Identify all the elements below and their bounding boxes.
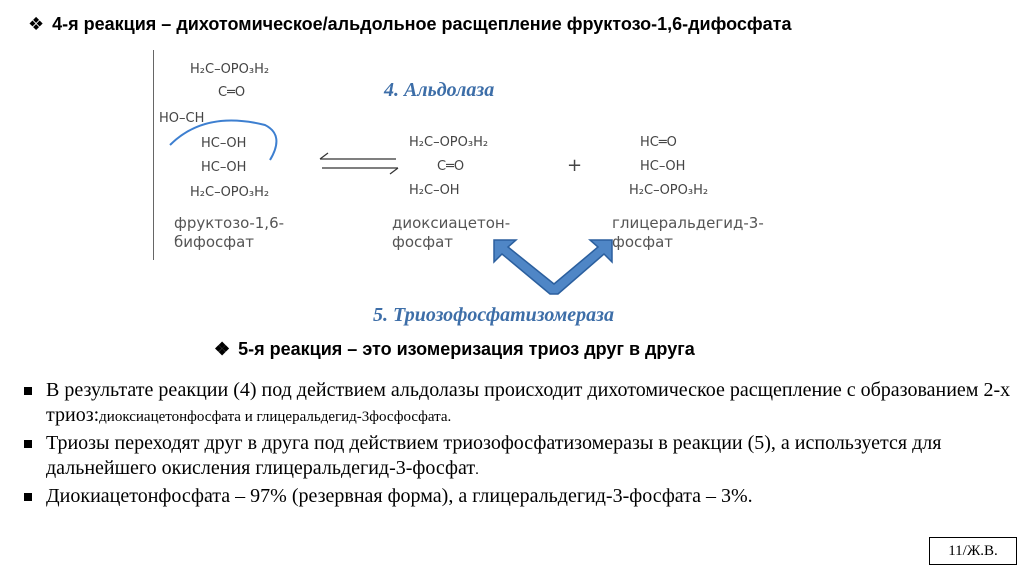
dhap-row-1: H₂C–OPO₃H₂ bbox=[409, 135, 489, 150]
bullet-text: Диокиацетонфосфата – 97% (резервная форма), а глицеральдегид-3-фосфата – 3%. bbox=[46, 485, 753, 507]
bullet-list bbox=[22, 378, 1012, 510]
bullet-text: Триозы переходят друг в друга под действием триозофосфатизомеразы в реакции (5), а используется для дальнейшего окисления глицеральдегид-3-фосфат bbox=[46, 432, 942, 479]
bullet-small-text: . bbox=[475, 462, 479, 478]
equilibrium-arrow-icon bbox=[318, 150, 400, 176]
fructose-row-4: HC–OH bbox=[201, 136, 247, 151]
dhap-name-1: диоксиацетон- bbox=[392, 214, 511, 232]
plus-sign: + bbox=[567, 155, 583, 176]
fructose-row-3: HO–CH bbox=[159, 111, 205, 126]
dhap-row-3: H₂C–OH bbox=[409, 183, 460, 198]
enzyme-isomerase-label: 5. Триозофосфатизомераза bbox=[373, 304, 614, 326]
enzyme-aldolase-label: 4. Альдолаза bbox=[384, 79, 495, 101]
fructose-name-1: фруктозо-1,6- bbox=[174, 214, 285, 232]
fructose-name-2: бифосфат bbox=[174, 233, 255, 251]
scheme-divider bbox=[153, 50, 154, 260]
gap-name-2: фосфат bbox=[612, 233, 674, 251]
gap-row-1: HC═O bbox=[640, 135, 677, 150]
gap-row-3: H₂C–OPO₃H₂ bbox=[629, 183, 709, 198]
slide-title bbox=[28, 14, 792, 35]
four-diamond-bullet-icon: ❖ bbox=[28, 14, 45, 34]
list-item bbox=[22, 431, 1012, 483]
dhap-name-2: фосфат bbox=[392, 233, 454, 251]
fructose-row-1: H₂C–OPO₃H₂ bbox=[190, 62, 270, 77]
page-number-box: 11/Ж.В. bbox=[929, 537, 1017, 565]
fructose-row-5: HC–OH bbox=[201, 160, 247, 175]
square-bullet-icon bbox=[24, 387, 32, 395]
cleavage-arc-icon bbox=[165, 115, 285, 165]
bullet-text: В результате реакции (4) под действием альдолазы происходит дихотомическое расщепление с образованием 2-х триоз: bbox=[46, 379, 1011, 426]
fructose-row-6: H₂C–OPO₃H₂ bbox=[190, 185, 270, 200]
reaction-5-heading bbox=[214, 339, 695, 360]
dhap-row-2: C═O bbox=[437, 159, 465, 174]
list-item bbox=[22, 378, 1012, 430]
slide-title-text: 4-я реакция – дихотомическое/альдольное расщепление фруктозо-1,6-дифосфата bbox=[52, 14, 792, 34]
reaction-5-text: 5-я реакция – это изомеризация триоз друг в друга bbox=[238, 339, 695, 359]
square-bullet-icon bbox=[24, 493, 32, 501]
gap-name-1: глицеральдегид-3- bbox=[612, 214, 764, 232]
gap-row-2: HC–OH bbox=[640, 159, 686, 174]
four-diamond-bullet-icon: ❖ bbox=[214, 339, 231, 359]
square-bullet-icon bbox=[24, 440, 32, 448]
isomerase-arrows-icon bbox=[486, 236, 618, 302]
bullet-small-text: диоксиацетонфосфата и глицеральдегид-3фосфосфата. bbox=[99, 409, 452, 425]
list-item bbox=[22, 484, 1012, 509]
fructose-row-2: C═O bbox=[218, 85, 246, 100]
